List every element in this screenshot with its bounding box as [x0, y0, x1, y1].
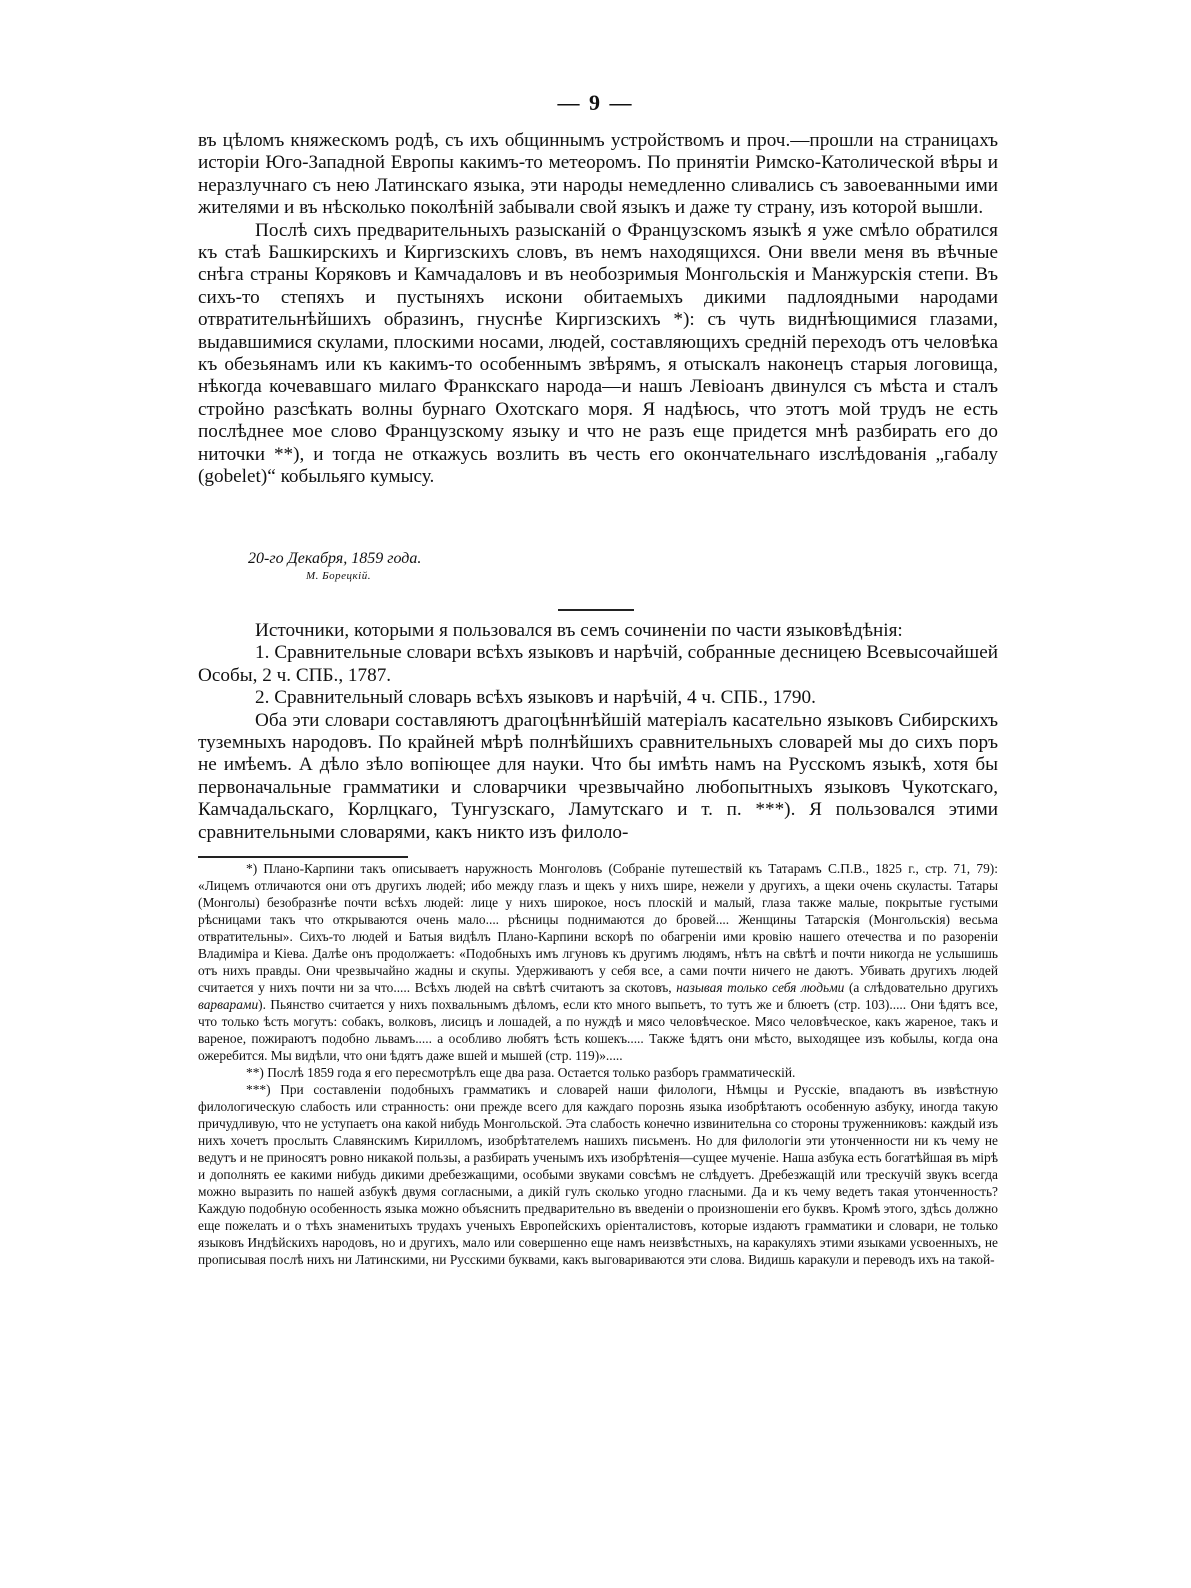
continued-paragraph: въ цѣломъ княжескомъ родѣ, съ ихъ общиннымъ устройствомъ и проч.—прошли на страницахъ исторіи Юго-Западной Европы какимъ-то метеоромъ. По принятіи Римско-Католической вѣры и неразлучнаго съ нею Латинскаго языка, эти народы немедленно сливались съ завоеванными ими жителями и въ нѣсколько поколѣній забывали свой языкъ и даже ту страну, изъ которой вышли. — [198, 130, 998, 219]
footnote-2: **) Послѣ 1859 года я его пересмотрѣлъ еще два раза. Остается только разборъ грамматическій. — [246, 1065, 796, 1080]
footnote-1-text-a: *) Плано-Карпини такъ описываетъ наружность Монголовъ (Собраніе путешествій къ Татарамъ С.П.В., 1825 г., стр. 71, 79): «Лицемъ отличаются они отъ другихъ людей; ибо между глазъ и щекъ у нихъ шире, нежели у другихъ, а щеки очень скуласты. Татары (Монголы) безобразнѣе почти всѣхъ людей: лице у нихъ широкое, носъ плоскій и малый, глаза также малые, покрытые густыми рѣсницами такъ что открываются очень мало.... рѣсницы поднимаются до бровей.... Женщины Татарскія (Монгольскія) весьма отвратительны». Сихъ-то людей и Батыя видѣлъ Плано-Карпини вскорѣ по обагреніи ими кровію нашего отечества и по разореніи Владиміра и Кіева. Далѣе онъ продолжаетъ: «Подобныхъ имъ лгуновъ къ другимъ людямъ, нѣтъ на свѣтѣ и почти никогда не услышишь отъ нихъ правды. Они чрезвычайно жадны и скупы. Удерживаютъ у себя все, а сами почти ничего не даютъ. Убивать другихъ людей считается у нихъ почти ни за что..... Всѣхъ людей на свѣтѣ считаютъ за скотовъ, — [198, 861, 998, 995]
footnote-1-italic-b: варварами — [198, 997, 259, 1012]
footnote-separator — [198, 856, 408, 858]
sources-heading: Источники, которыми я пользовался въ семъ сочиненіи по части языковѣдѣнія: — [255, 620, 903, 641]
section-divider — [558, 609, 634, 611]
page-number: — 9 — — [557, 90, 634, 115]
sources-commentary: Оба эти словари составляютъ драгоцѣннѣйшій матеріалъ касательно языковъ Сибирскихъ туземныхъ народовъ. По крайней мѣрѣ полнѣйшихъ сравнительныхъ словарей мы до сихъ поръ не имѣемъ. А дѣло зѣло вопіющее для науки. Что бы имѣть намъ на Русскомъ языкѣ, хотя бы первоначальные грамматики и словарчики чрезвычайно любопытныхъ языковъ Чукотскаго, Камчадальскаго, Корлцкаго, Тунгузскаго, Ламутскаго и т. п. ***). Я пользовался этими сравнительными словарями, какъ никто изъ филоло- — [198, 709, 998, 843]
footnote-1-italic-a: называя только себя людьми — [676, 980, 845, 995]
source-item-1: 1. Сравнительные словари всѣхъ языковъ и нарѣчій, собранные десницею Всевысочайшей Особы, 2 ч. СПБ., 1787. — [198, 642, 998, 686]
french-language-paragraph: Послѣ сихъ предварительныхъ разысканій о Французскомъ языкѣ я уже смѣло обратился къ стаѣ Башкирскихъ и Киргизскихъ словъ, въ немъ находящихся. Они ввели меня въ вѣчные снѣга страны Коряковъ и Камчадаловъ и въ необозримыя Монгольскія и Манжурскія степи. Въ сихъ-то степяхъ и пустыняхъ искони обитаемыхъ дикими падлоядными народами отвратительнѣйшихъ образинъ, гнуснѣе Киргизскихъ *): съ чуть виднѣющимися глазами, выдавшимися скулами, плоскими носами, людей, составляющихъ средній переходъ отъ человѣка къ обезьянамъ или къ какимъ-то особеннымъ звѣрямъ, я отыскалъ наконецъ старыя логовища, нѣкогда кочевавшаго милаго Франкскаго народа—и нашъ Левіоанъ двинулся съ мѣста и сталъ стройно разсѣкать волны бурнаго Охотскаго моря. Я надѣюсь, что этотъ мой трудъ не есть послѣднее мое слово Французскому языку и что не разъ еще придется мнѣ разбирать его до ниточки **), и тогда не откажусь возлить въ честь его окончательнаго изслѣдованія „габалу (gobelet)“ кобыльяго кумысу. — [198, 219, 998, 488]
footnote-1-text-b: (а слѣдовательно другихъ — [848, 980, 998, 995]
source-item-2: 2. Сравнительный словарь всѣхъ языковъ и нарѣчій, 4 ч. СПБ., 1790. — [255, 687, 816, 709]
footnote-1 — [198, 860, 998, 1064]
signature-name: М. Борецкій. — [306, 570, 371, 582]
footnote-3: ***) При составленіи подобныхъ грамматикъ и словарей наши филологи, Нѣмцы и Русскіе, впадаютъ въ извѣстную филологическую слабость или странность: они прежде всего для каждаго порознь языка изобрѣтаютъ особенную азбуку, иногда такую причудливую, что не уступаетъ она какой нибудь Монгольской. Эта слабость конечно извинительна со стороны труженниковъ: каждый изъ нихъ хочетъ прослыть Славянскимъ Кирилломъ, изобрѣтателемъ нашихъ письменъ. Но для филологіи эти утонченности ни къ чему не ведутъ и не приносятъ ровно никакой пользы, а разбирать ученымъ ихъ изобрѣтенія—сущее мученіе. Наша азбука есть богатѣйшая въ мірѣ и дополнять ее какими нибудь дикими дребезжащими, особыми звуками совсѣмъ не слѣдуетъ. Дребезжащій или трескучій звукъ всегда можно выразить по нашей азбукѣ двумя согласными, а дикій гулъ сколько угодно гласными. Да и къ чему ведетъ такая утонченность? Каждую подобную особенность языка можно объяснить предварительно въ введеніи о произношеніи его буквъ. Кромѣ этого, здѣсь должно еще пожелать и о тѣхъ знаменитыхъ трудахъ ученыхъ Европейскихъ оріенталистовъ, которые издаютъ грамматики и словари, не только языковъ Индѣйскихъ народовъ, но и другихъ, мало или совершенно еще намъ неизвѣстныхъ, на каракуляхъ этими языками усвоенныхъ, не прописывая послѣ нихъ ни Латинскими, ни Русскими буквами, какъ выговариваются эти слова. Видишь каракули и переводъ ихъ на такой- — [198, 1082, 998, 1267]
footnote-1-text-c: ). Пьянство считается у нихъ похвальнымъ дѣломъ, если кто много выпьетъ, то тутъ же и блюетъ (стр. 103)..... Они ѣдятъ все, что только ѣсть могутъ: собакъ, волковъ, лисицъ и лошадей, а по нуждѣ и мясо человѣческое. Мясо человѣческое, какъ жареное, такъ и вареное, пожираютъ подобно львамъ..... а особливо любятъ ѣсть кошекъ..... Также ѣдятъ они мѣсто, выходящее изъ кобылы, когда она ожеребится. Мы видѣли, что они ѣдятъ даже вшей и мышей (стр. 119)»..... — [198, 997, 998, 1063]
signature-date: 20-го Декабря, 1859 года. — [248, 550, 422, 567]
sources-section — [198, 620, 998, 844]
footnotes-section — [198, 860, 998, 1268]
intro-section — [198, 130, 998, 489]
